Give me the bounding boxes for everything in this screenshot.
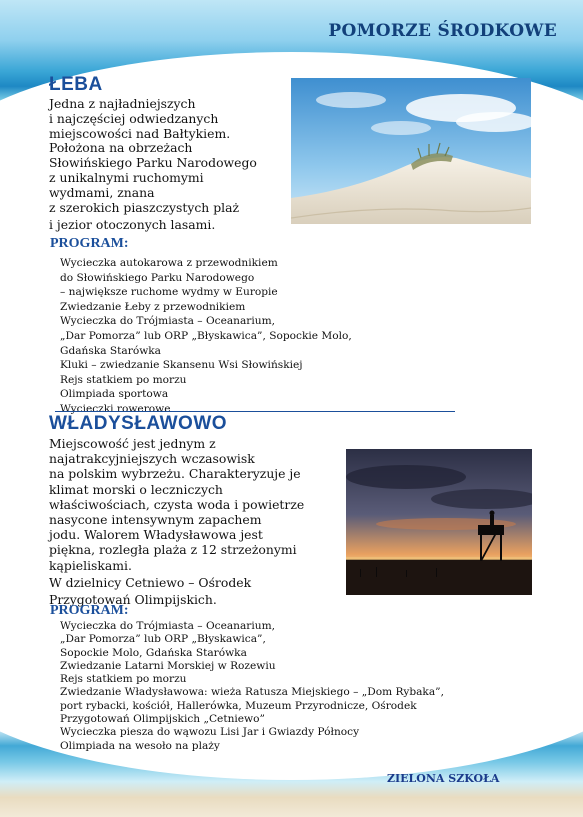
intro-line: na polskim wybrzeżu. Charakteryzuje je — [49, 466, 301, 482]
program-item: Olimpiada na wesoło na plaży — [60, 739, 220, 752]
program-item: Wycieczka do Trójmiasta – Oceanarium, — [60, 315, 275, 328]
program-item: do Słowińskiego Parku Narodowego — [60, 271, 255, 284]
intro-line: Miejscowość jest jednym z — [49, 436, 216, 451]
intro-line: Przygotowań Olimpijskich. — [49, 592, 217, 608]
intro-line: nasycone intensywnym zapachem — [49, 512, 262, 528]
dune-beach-photo — [291, 78, 531, 224]
program-item: Sopockie Molo, Gdańska Starówka — [60, 646, 247, 659]
program-item: port rybacki, kościół, Hallerówka, Muzeum Przyrodnicze, Ośrodek — [60, 699, 417, 712]
program-list-wladyslawowo — [60, 620, 444, 753]
program-title-leba: PROGRAM: — [50, 236, 129, 251]
program-item: „Dar Pomorza” lub ORP „Błyskawica”, — [60, 633, 266, 646]
program-item: Przygotowań Olimpijskich „Cetniewo” — [60, 713, 265, 726]
program-item: Rejs statkiem po morzu — [60, 373, 187, 386]
section-title-wladyslawowo: WŁADYSŁAWOWO — [49, 413, 228, 434]
program-list-leba — [60, 256, 352, 417]
intro-line: wydmami, znana — [49, 184, 155, 200]
program-item: Wycieczka piesza do wąwozu Lisi Jar i Gwiazdy Północy — [60, 726, 360, 739]
section-divider — [55, 411, 455, 412]
intro-line: i jezior otoczonych lasami. — [49, 217, 216, 233]
intro-line: i najczęściej odwiedzanych — [49, 110, 219, 126]
intro-line: piękna, rozległa plaża z 12 strzeżonymi — [49, 542, 297, 558]
program-item: Kluki – zwiedzanie Skansenu Wsi Słowińskiej — [60, 359, 303, 372]
program-item: Gdańska Starówka — [60, 344, 161, 357]
program-item: Zwiedzanie Władysławowa: wieża Ratusza Miejskiego – „Dom Rybaka”, — [60, 686, 444, 699]
intro-line: z unikalnymi ruchomymi — [49, 169, 204, 185]
intro-line: W dzielnicy Cetniewo – Ośrodek — [49, 574, 252, 590]
program-title-wladyslawowo: PROGRAM: — [50, 603, 129, 618]
program-item: Wycieczka autokarowa z przewodnikiem — [60, 257, 278, 269]
intro-line: Jedna z najładniejszych — [49, 96, 196, 111]
intro-line: jodu. Walorem Władysławowa jest — [49, 527, 263, 543]
intro-line: kąpieliskami. — [49, 557, 132, 573]
page-title: POMORZE ŚRODKOWE — [328, 21, 557, 41]
intro-line: z szerokich piaszczystych plaż — [49, 199, 240, 215]
section-intro-leba — [49, 97, 257, 233]
program-item: „Dar Pomorza” lub ORP „Błyskawica”, Sopockie Molo, — [60, 329, 352, 342]
intro-line: Słowińskiego Parku Narodowego — [49, 155, 257, 171]
intro-line: właściwościach, czysta woda i powietrze — [49, 496, 305, 512]
program-item: – największe ruchome wydmy w Europie — [60, 286, 278, 299]
section-title-leba: ŁEBA — [49, 74, 103, 95]
intro-line: klimat morski o leczniczych — [49, 481, 223, 497]
intro-line: miejscowości nad Bałtykiem. — [49, 125, 231, 141]
program-item: Wycieczki rowerowe — [60, 402, 171, 415]
sunset-lifeguard-tower-photo — [346, 449, 532, 595]
intro-line: Położona na obrzeżach — [49, 140, 193, 156]
intro-line: najatrakcyjniejszych wczasowisk — [49, 451, 255, 467]
footer-label: ZIELONA SZKOŁA — [387, 772, 500, 785]
program-item: Zwiedzanie Latarni Morskiej w Rozewiu — [60, 659, 276, 672]
program-item: Olimpiada sportowa — [60, 388, 169, 401]
section-intro-wladyslawowo — [49, 436, 304, 607]
program-item: Zwiedzanie Łeby z przewodnikiem — [60, 300, 246, 313]
program-item: Wycieczka do Trójmiasta – Oceanarium, — [60, 620, 275, 632]
program-item: Rejs statkiem po morzu — [60, 673, 187, 686]
